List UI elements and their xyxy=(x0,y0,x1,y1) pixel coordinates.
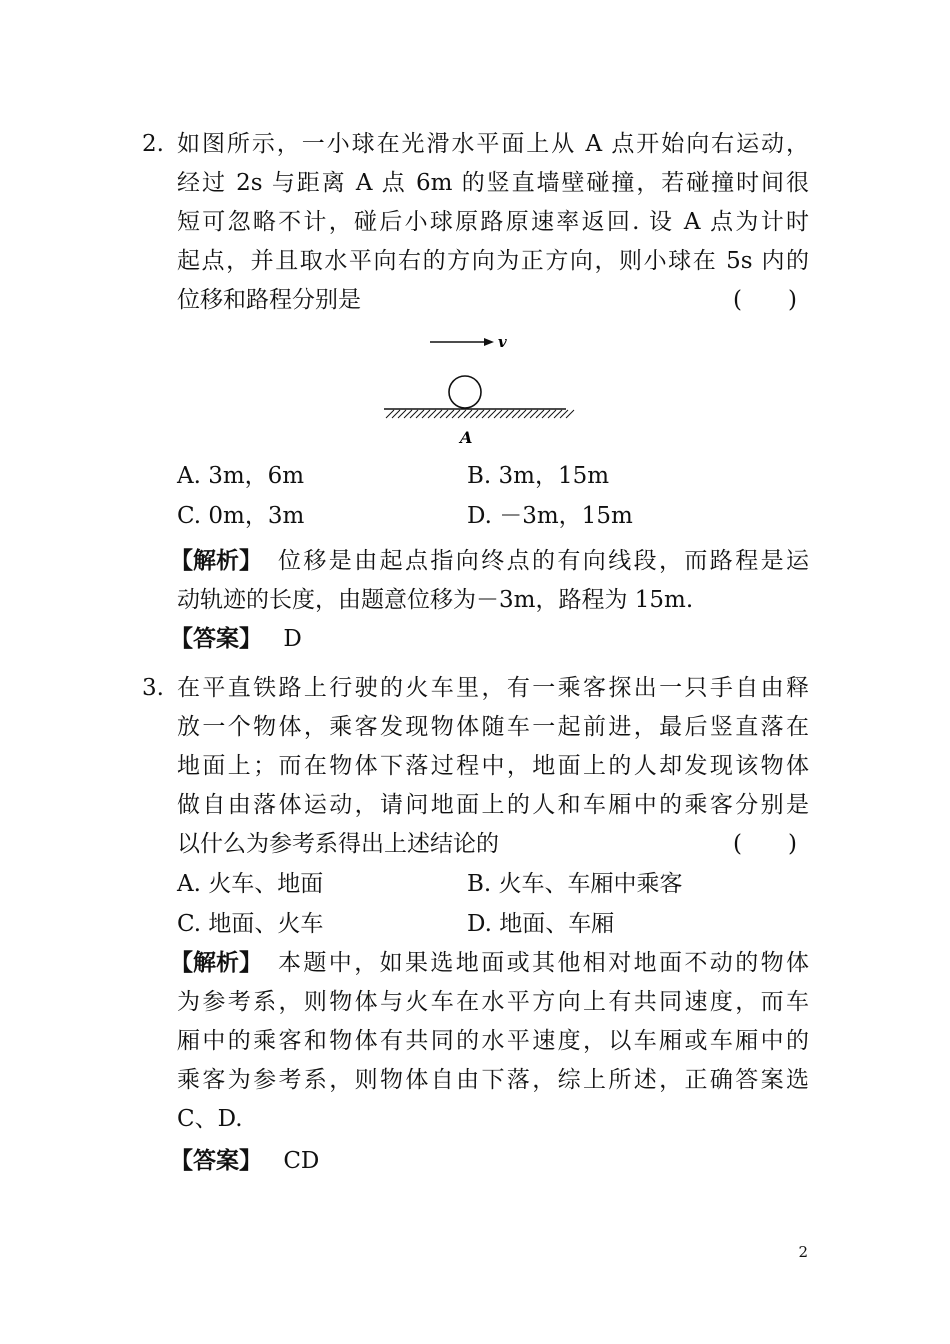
question-3-analysis-line-2: 为参考系，则物体与火车在水平方向上有共同速度，而车 xyxy=(177,989,809,1015)
question-3-analysis-first xyxy=(170,943,262,983)
question-2-line-4: 起点，并且取水平向右的方向为正方向，则小球在 5s 内的 xyxy=(177,248,809,274)
question-2-answer: D xyxy=(283,626,302,652)
question-3-line-1: 在平直铁路上行驶的火车里，有一乘客探出一只手自由释 xyxy=(177,675,809,701)
question-2-line-2: 经过 2s 与距离 A 点 6m 的竖直墙壁碰撞，若碰撞时间很 xyxy=(177,170,809,196)
velocity-label: v xyxy=(498,333,507,351)
question-3-line-5: 以什么为参考系得出上述结论的 xyxy=(177,831,499,857)
question-3-answer-tag: 【答案】 xyxy=(170,1148,262,1174)
velocity-arrow xyxy=(430,338,494,346)
question-2-option-c: C. 0m，3m xyxy=(177,503,305,529)
question-2-option-d: D. －3m，15m xyxy=(467,503,633,529)
question-3-analysis-line-5: C、D. xyxy=(177,1106,243,1132)
question-3-analysis-tag: 【解析】 xyxy=(170,950,262,976)
question-2-answer-tag: 【答案】 xyxy=(170,626,262,652)
question-3-number: 3. xyxy=(142,675,164,701)
question-2-analysis-line-2: 动轨迹的长度，由题意位移为－3m，路程为 15m. xyxy=(177,587,694,613)
question-3-line-3: 地面上；而在物体下落过程中，地面上的人却发现该物体 xyxy=(177,753,809,779)
question-3-line-2: 放一个物体，乘客发现物体随车一起前进，最后竖直落在 xyxy=(177,714,809,740)
question-2-answer-paren: ( ) xyxy=(733,287,797,313)
question-3-option-a: A. 火车、地面 xyxy=(177,871,324,897)
question-2-line-1: 如图所示，一小球在光滑水平面上从 A 点开始向右运动， xyxy=(177,131,809,157)
question-3-answer-paren: ( ) xyxy=(733,831,797,857)
surface-hatching xyxy=(386,410,574,418)
ball xyxy=(449,376,481,408)
question-2-analysis-tag: 【解析】 xyxy=(170,548,262,574)
question-2-option-b: B. 3m，15m xyxy=(467,463,610,489)
question-2-line-3: 短可忽略不计，碰后小球原路原速率返回. 设 A 点为计时 xyxy=(177,209,809,235)
point-a-label: A xyxy=(460,428,473,447)
question-3-answer: CD xyxy=(283,1148,320,1174)
question-3-line-4: 做自由落体运动，请问地面上的人和车厢中的乘客分别是 xyxy=(177,792,809,818)
question-3-analysis-line-3: 厢中的乘客和物体有共同的水平速度，以车厢或车厢中的 xyxy=(177,1028,809,1054)
ball-surface-figure xyxy=(376,328,576,448)
question-2-analysis-first xyxy=(170,541,262,581)
question-3-option-d: D. 地面、车厢 xyxy=(467,911,615,937)
question-3-analysis-line-1: 本题中，如果选地面或其他相对地面不动的物体 xyxy=(278,950,809,976)
question-2-answer-row xyxy=(170,619,302,659)
question-3-answer-row xyxy=(170,1141,319,1181)
question-3-option-c: C. 地面、火车 xyxy=(177,911,324,937)
question-3-option-b: B. 火车、车厢中乘客 xyxy=(467,871,683,897)
page-number: 2 xyxy=(798,1243,808,1261)
question-2-number: 2. xyxy=(142,131,164,157)
question-2-line-5: 位移和路程分别是 xyxy=(177,287,361,313)
question-2-analysis-line-1: 位移是由起点指向终点的有向线段，而路程是运 xyxy=(278,548,809,574)
question-3-analysis-line-4: 乘客为参考系，则物体自由下落，综上所述，正确答案选 xyxy=(177,1067,809,1093)
question-2-option-a: A. 3m，6m xyxy=(177,463,305,489)
